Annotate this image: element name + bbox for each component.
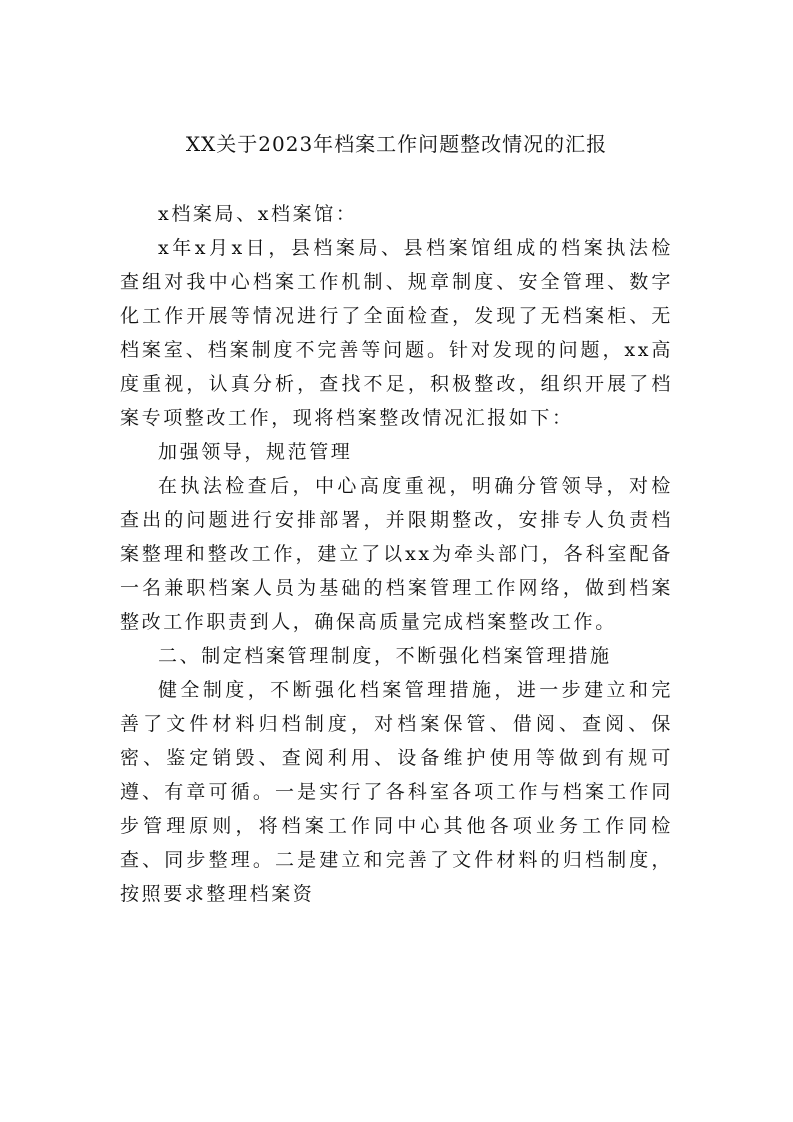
section-heading-system: 二、制定档案管理制度，不断强化档案管理措施 — [158, 645, 612, 667]
document-body — [120, 197, 673, 911]
section-heading-leadership: 加强领导，规范管理 — [158, 441, 353, 463]
paragraph-system: 健全制度，不断强化档案管理措施，进一步建立和完善了文件材料归档制度，对档案保管、借阅、查阅、保密、鉴定销毁、查阅利用、设备维护使用等做到有规可遵、有章可循。一是实行了各科室各项工作与档案工作同步管理原则，将档案工作同中心其他各项业务工作同检查、同步整理。二是建立和完善了文件材料的归档制度，按照要求整理档案资 — [120, 679, 673, 905]
document-title: XX关于2023年档案工作问题整改情况的汇报 — [185, 132, 608, 156]
salutation: x档案局、x档案馆： — [158, 203, 358, 225]
paragraph-intro: x年x月x日，县档案局、县档案馆组成的档案执法检查组对我中心档案工作机制、规章制度、安全管理、数字化工作开展等情况进行了全面检查，发现了无档案柜、无档案室、档案制度不完善等问题。针对发现的问题，xx高度重视，认真分析，查找不足，积极整改，组织开展了档案专项整改工作，现将档案整改情况汇报如下： — [120, 237, 673, 429]
paragraph-leadership: 在执法检查后，中心高度重视，明确分管领导，对检查出的问题进行安排部署，并限期整改，安排专人负责档案整理和整改工作，建立了以xx为牵头部门，各科室配备一名兼职档案人员为基础的档案管理工作网络，做到档案整改工作职责到人，确保高质量完成档案整改工作。 — [120, 475, 673, 633]
